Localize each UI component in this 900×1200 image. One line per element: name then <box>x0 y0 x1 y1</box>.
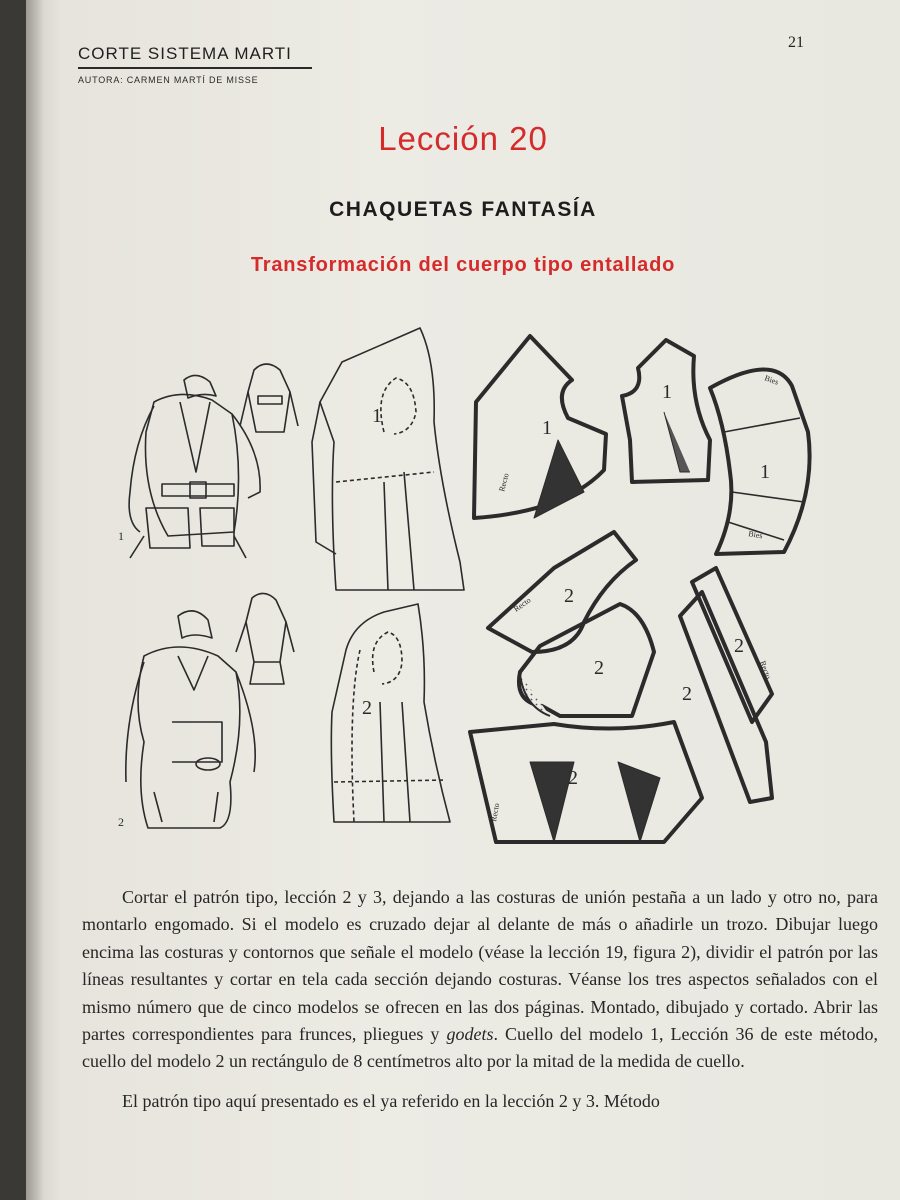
piece-label-peplum-2: 2 <box>568 767 578 789</box>
model-label-1: 1 <box>118 529 124 543</box>
jacket-back-sketch-1 <box>240 364 298 432</box>
book-page <box>26 0 900 1200</box>
bias-label-2: Bies <box>747 529 764 541</box>
lesson-heading: Lección 20 <box>378 120 548 157</box>
jacket-back-sketch-2 <box>236 593 294 684</box>
piece-label-bodice-1: 1 <box>372 405 382 427</box>
paragraph-1-emphasis: godets <box>446 1024 494 1045</box>
header-title: CORTE SISTEMA MARTI <box>78 44 312 69</box>
piece-label-bodice-2: 2 <box>362 697 372 719</box>
grain-label-3: Recto <box>489 802 502 823</box>
paragraph-1-part-2: . Cuello del modelo 1, Lección 36 de este método, cuello del modelo 2 un rectángulo de 8 centímetros alto por la mitad de la medida de cuello. <box>82 1024 878 1072</box>
page-number: 21 <box>788 34 804 51</box>
running-header <box>78 44 312 85</box>
grain-label-1: Recto <box>497 472 511 493</box>
body-text <box>82 884 878 1115</box>
jacket-sketch-2 <box>126 611 255 828</box>
cut-pieces-set-1 <box>474 336 810 554</box>
chapter-title: CHAQUETAS FANTASÍA <box>329 198 597 221</box>
bias-label-1: Bies <box>763 373 780 387</box>
piece-label-side-1: 1 <box>662 381 672 403</box>
piece-label-front-1: 1 <box>542 417 552 439</box>
cut-pieces-set-2 <box>470 532 772 842</box>
piece-label-sleeve-1: 1 <box>760 461 770 483</box>
piece-label-back-2: 2 <box>682 683 692 705</box>
paragraph-1-part-1: Cortar el patrón tipo, lección 2 y 3, dejando a las costuras de unión pestaña a un lado y otro no, para montarlo engomado. Si el modelo es cruzado dejar al delante de más o añadirle un trozo. Dibujar luego encima las costuras y contornos que señale el modelo (véase la lección 19, figura 2), dividir el patrón por las líneas resultantes y cortar en tela cada sección dejando costuras. Véanse los tres aspectos señalados con el mismo número que de cinco modelos se ofrecen en las dos páginas. Montado, dibujado y cortado. Abrir las partes correspondientes para frunces, pliegues y <box>82 887 878 1045</box>
page-gutter-shadow <box>26 0 44 1200</box>
grain-label-4: Recto <box>758 659 773 681</box>
header-author: AUTORA: CARMEN MARTÍ DE MISSE <box>78 75 259 85</box>
piece-label-front-2: 2 <box>594 657 604 679</box>
model-label-2: 2 <box>118 815 124 829</box>
paragraph-continued: El patrón tipo aquí presentado es el ya referido en la lección 2 y 3. Método <box>122 1090 660 1111</box>
piece-label-collar-2: 2 <box>564 585 574 607</box>
chapter-subtitle: Transformación del cuerpo tipo entallado <box>250 254 676 276</box>
grain-label-2: Recto <box>511 595 533 614</box>
pattern-illustration <box>84 322 844 852</box>
bodice-pattern-1 <box>312 328 464 590</box>
piece-label-side-2: 2 <box>734 635 744 657</box>
jacket-sketch-1 <box>129 375 260 558</box>
paragraph-instructions <box>82 884 878 1076</box>
pattern-drawing <box>84 322 844 852</box>
bodice-pattern-2 <box>331 604 450 822</box>
